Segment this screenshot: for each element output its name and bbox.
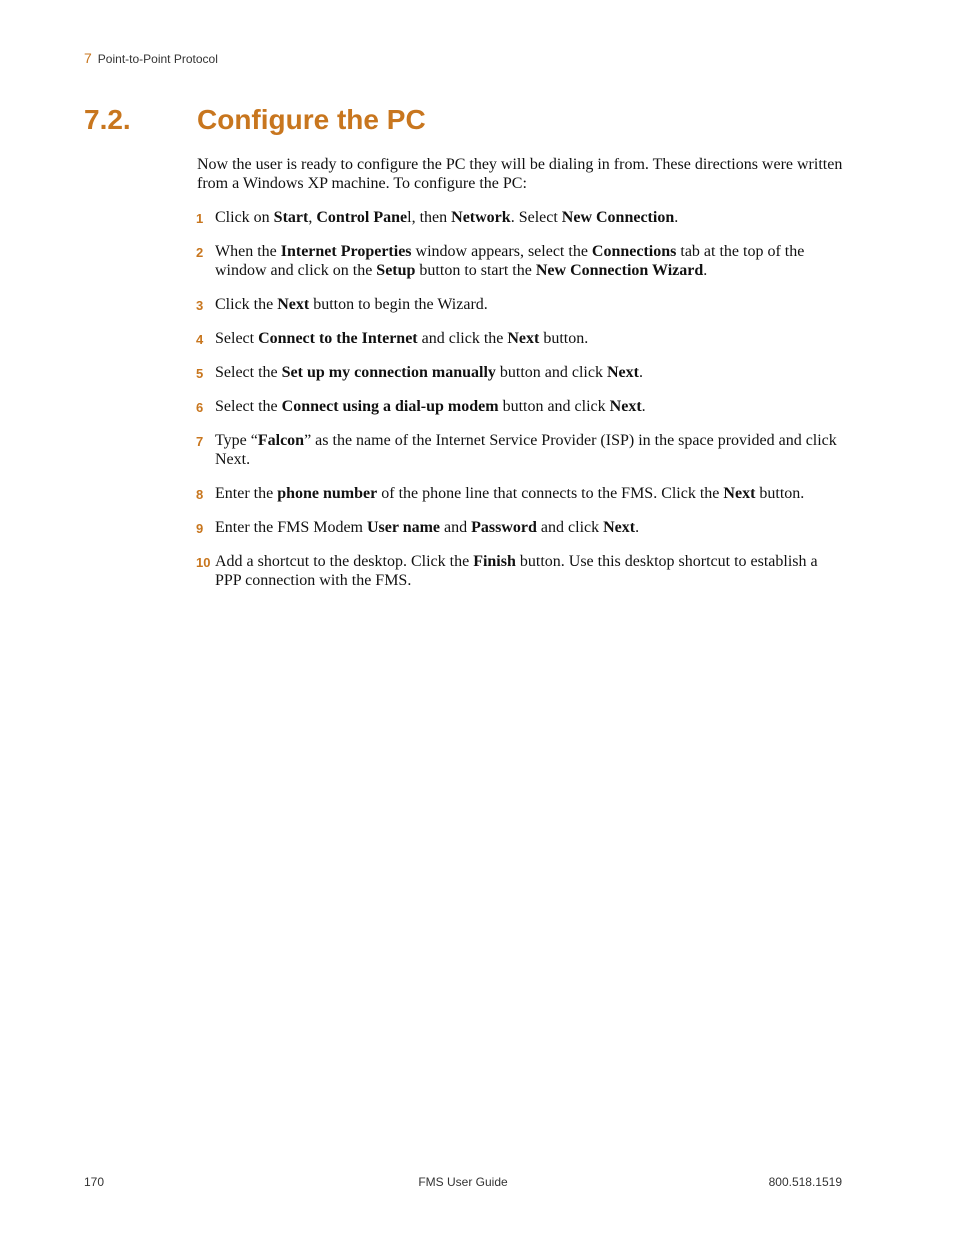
step-phrase: tab at the top of the window and click on the: [215, 243, 805, 279]
step-phrase: button to start the: [415, 262, 536, 279]
step-term: Network: [451, 209, 511, 226]
step-item: [196, 295, 846, 314]
step-phrase: .: [674, 209, 679, 226]
step-term: Finish: [473, 553, 516, 570]
step-item: [196, 518, 846, 537]
support-phone: 800.518.1519: [768, 1175, 842, 1189]
step-phrase: Type “: [215, 432, 258, 449]
step-phrase: When the: [215, 243, 281, 260]
step-term: Password: [471, 519, 537, 536]
step-term: Setup: [376, 262, 416, 279]
step-item: [196, 242, 846, 280]
step-item: [196, 431, 846, 469]
step-term: Next: [277, 296, 310, 313]
step-number: 4: [196, 332, 204, 347]
chapter-number: 7: [84, 50, 92, 66]
step-term: Next: [723, 485, 756, 502]
step-item: [196, 552, 846, 590]
step-term: New Connection Wizard: [535, 262, 704, 279]
step-text: [215, 398, 646, 415]
step-number: 1: [196, 211, 204, 226]
step-term: phone number: [277, 485, 378, 502]
step-text: [215, 243, 804, 279]
step-phrase: . Select: [510, 209, 562, 226]
step-term: Start: [273, 209, 309, 226]
step-term: Control Pane: [316, 209, 408, 226]
step-number: 7: [196, 434, 204, 449]
step-text: [215, 364, 643, 381]
step-phrase: button and click: [498, 398, 610, 415]
document-title: FMS User Guide: [418, 1175, 508, 1189]
step-item: [196, 208, 846, 227]
step-number: 5: [196, 366, 204, 381]
step-number: 2: [196, 245, 204, 260]
step-item: [196, 397, 846, 416]
step-phrase: Enter the FMS Modem: [215, 519, 367, 536]
step-term: Next: [603, 519, 636, 536]
step-text: [215, 553, 818, 589]
step-phrase: Add a shortcut to the desktop. Click the: [215, 553, 474, 570]
step-phrase: Click on: [215, 209, 274, 226]
step-item: [196, 363, 846, 382]
intro-paragraph: Now the user is ready to configure the PC they will be dialing in from. These directions were written from a Windows XP machine. To configure the PC:: [197, 156, 843, 192]
step-phrase: l, then: [407, 209, 452, 226]
step-number: 10: [196, 555, 211, 570]
step-phrase: button. Use this desktop shortcut to establish a PPP connection with the FMS.: [215, 553, 818, 589]
step-phrase: button.: [539, 330, 589, 347]
step-term: Internet Properties: [280, 243, 412, 260]
step-text: [215, 485, 804, 502]
step-term: Next: [606, 364, 639, 381]
section-title: Configure the PC: [197, 104, 426, 135]
step-phrase: .: [703, 262, 708, 279]
step-term: Connect to the Internet: [258, 330, 418, 347]
step-item: [196, 329, 846, 348]
step-phrase: .: [638, 364, 643, 381]
step-number: 8: [196, 487, 204, 502]
running-header: [84, 50, 218, 66]
step-phrase: .: [635, 519, 640, 536]
step-phrase: and: [440, 519, 472, 536]
step-term: User name: [367, 519, 441, 536]
step-term: Next: [609, 398, 642, 415]
step-term: Falcon: [257, 432, 305, 449]
step-phrase: window appears, select the: [411, 243, 592, 260]
step-phrase: ,: [308, 209, 317, 226]
step-phrase: ” as the name of the Internet Service Provider (ISP) in the space provided and click Next.: [215, 432, 837, 468]
step-term: Next: [507, 330, 540, 347]
step-text: [215, 209, 678, 226]
step-phrase: Select the: [215, 364, 282, 381]
step-term: New Connection: [561, 209, 675, 226]
step-phrase: button to begin the Wizard.: [309, 296, 488, 313]
step-term: Set up my connection manually: [281, 364, 496, 381]
page-number: 170: [84, 1175, 105, 1189]
step-phrase: Select: [215, 330, 259, 347]
step-text: [215, 330, 588, 347]
chapter-title: Point-to-Point Protocol: [97, 52, 218, 66]
step-phrase: and click the: [417, 330, 508, 347]
step-term: Connect using a dial-up modem: [281, 398, 499, 415]
step-phrase: of the phone line that connects to the FMS. Click the: [377, 485, 724, 502]
step-phrase: Enter the: [215, 485, 278, 502]
step-number: 3: [196, 298, 204, 313]
step-number: 9: [196, 521, 204, 536]
step-phrase: Click the: [215, 296, 278, 313]
step-item: [196, 484, 846, 503]
page-footer: [84, 1175, 842, 1191]
step-number: 6: [196, 400, 204, 415]
step-phrase: .: [641, 398, 646, 415]
step-text: [215, 519, 639, 536]
steps-list: [196, 208, 846, 605]
step-phrase: Select the: [215, 398, 282, 415]
step-phrase: and click: [536, 519, 604, 536]
step-phrase: button.: [755, 485, 805, 502]
step-term: Connections: [591, 243, 677, 260]
step-text: [215, 296, 488, 313]
step-text: [215, 432, 837, 468]
step-phrase: button and click: [495, 364, 607, 381]
section-number: 7.2.: [84, 104, 131, 135]
